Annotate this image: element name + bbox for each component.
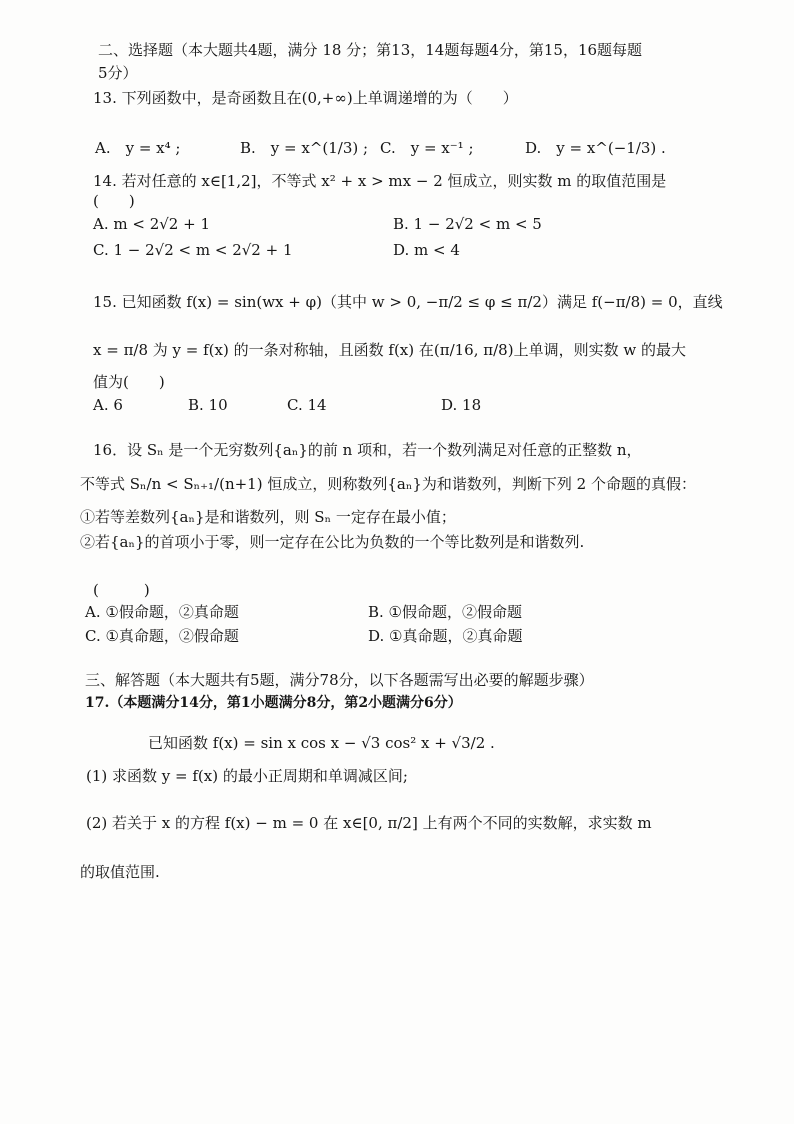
q16-line3: ①若等差数列{aₙ}是和谐数列，则 Sₙ 一定存在最小值； — [80, 508, 456, 526]
q16-option-c: C. ①真命题，②假命题 — [85, 627, 239, 645]
q16-option-b: B. ①假命题，②假命题 — [368, 603, 523, 621]
q14-option-a: A. m < 2√2 + 1 — [93, 215, 210, 233]
q16-line4: ②若{aₙ}的首项小于零，则一定存在公比为负数的一个等比数列是和谐数列. — [80, 533, 585, 551]
q13-option-b: B. y = x^(1/3) ; — [240, 139, 369, 157]
q13-option-c: C. y = x⁻¹ ; — [380, 139, 474, 157]
q13-stem: 13. 下列函数中，是奇函数且在(0,+∞)上单调递增的为（ ） — [93, 89, 518, 107]
q14-paren: ( ) — [93, 192, 135, 210]
q17-part2: (2) 若关于 x 的方程 f(x) − m = 0 在 x∈[0, π/2] 上有两个不同的实数解，求实数 m — [86, 814, 652, 832]
section2-header-line2: 5分） — [98, 64, 138, 82]
q13-option-d: D. y = x^(−1/3) . — [525, 139, 666, 157]
q15-line3: 值为( ) — [93, 373, 165, 391]
q14-option-b: B. 1 − 2√2 < m < 5 — [393, 215, 542, 233]
q14-stem: 14. 若对任意的 x∈[1,2]，不等式 x² + x > mx − 2 恒成立，则实数 m 的取值范围是 — [93, 172, 667, 190]
q15-option-c: C. 14 — [287, 396, 327, 414]
q17-header: 17.（本题满分14分，第1小题满分8分，第2小题满分6分） — [85, 695, 462, 711]
q16-paren: ( ) — [93, 581, 150, 599]
q13-option-a: A. y = x⁴ ; — [95, 139, 181, 157]
q17-part1: (1) 求函数 y = f(x) 的最小正周期和单调减区间; — [86, 767, 408, 785]
q15-line1: 15. 已知函数 f(x) = sin(wx + φ)（其中 w > 0, −π/2 ≤ φ ≤ π/2）满足 f(−π/8) = 0，直线 — [93, 293, 723, 311]
q16-option-a: A. ①假命题，②真命题 — [85, 603, 239, 621]
q17-given: 已知函数 f(x) = sin x cos x − √3 cos² x + √3/2 . — [148, 734, 495, 752]
q16-line1: 16．设 Sₙ 是一个无穷数列{aₙ}的前 n 项和，若一个数列满足对任意的正整数 n， — [93, 441, 642, 459]
section2-header-line1: 二、选择题（本大题共4题，满分 18 分；第13，14题每题4分，第15，16题每题 — [98, 41, 643, 59]
q16-option-d: D. ①真命题，②真命题 — [368, 627, 523, 645]
q15-option-d: D. 18 — [441, 396, 482, 414]
q15-line2: x = π/8 为 y = f(x) 的一条对称轴，且函数 f(x) 在(π/16, π/8)上单调，则实数 w 的最大 — [93, 341, 686, 359]
q15-option-b: B. 10 — [188, 396, 228, 414]
q14-option-d: D. m < 4 — [393, 241, 460, 259]
q17-part2-continued: 的取值范围. — [80, 863, 160, 881]
q14-option-c: C. 1 − 2√2 < m < 2√2 + 1 — [93, 241, 293, 259]
section3-header: 三、解答题（本大题共有5题，满分78分，以下各题需写出必要的解题步骤） — [85, 671, 594, 689]
q15-option-a: A. 6 — [93, 396, 123, 414]
q16-line2: 不等式 Sₙ/n < Sₙ₊₁/(n+1) 恒成立，则称数列{aₙ}为和谐数列，判断下列 2 个命题的真假： — [80, 475, 696, 493]
